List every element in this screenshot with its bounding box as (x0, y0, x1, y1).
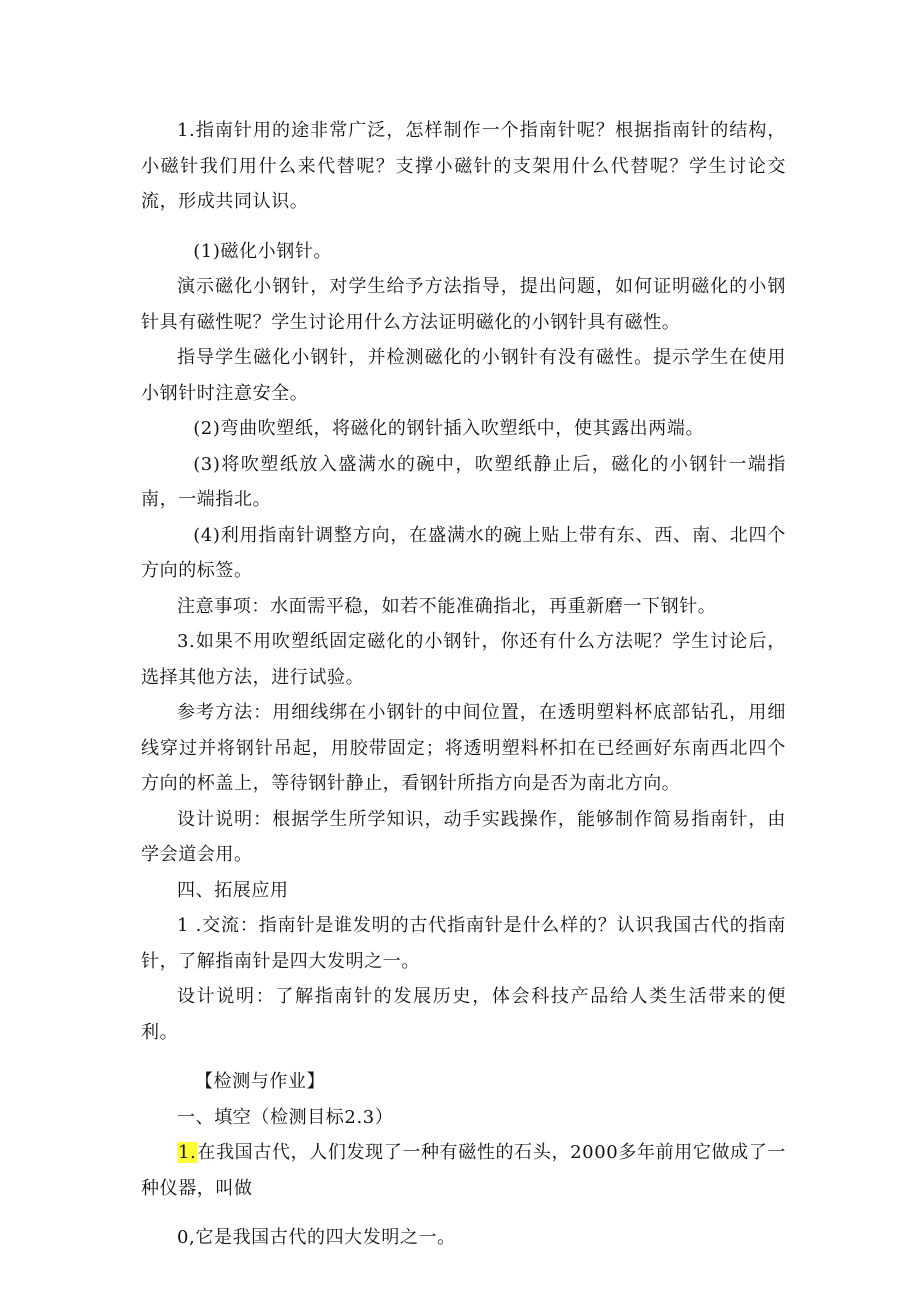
section-heading-homework: 【检测与作业】 (195, 1071, 326, 1092)
paragraph-question-1-continued: 0,它是我国古代的四大发明之一。 (177, 1227, 456, 1248)
section-heading-extension: 四、拓展应用 (177, 879, 289, 901)
highlighted-number: 1. (178, 1142, 197, 1163)
document-body (141, 113, 786, 1256)
paragraph-guide: 指导学生磁化小钢针，并检测磁化的小钢针有没有磁性。提示学生在使用小钢针时注意安全。 (141, 347, 786, 404)
paragraph-demo: 演示磁化小钢针，对学生给予方法指导，提出问题，如何证明磁化的小钢针具有磁性呢？学生讨论用什么方法证明磁化的小钢针具有磁性。 (141, 276, 786, 333)
paragraph-design-note-1: 设计说明：根据学生所学知识，动手实践操作，能够制作简易指南针，由学会道会用。 (141, 808, 786, 865)
question-1-text: 在我国古代，人们发现了一种有磁性的石头，2000多年前用它做成了一种仪器，叫做 (141, 1142, 786, 1199)
paragraph-step-2: (2)弯曲吹塑纸，将磁化的钢针插入吹塑纸中，使其露出两端。 (193, 418, 705, 439)
paragraph-question-1 (141, 1135, 786, 1206)
paragraph-step-1: (1)磁化小钢针。 (193, 240, 333, 262)
paragraph-step-4: (4)利用指南针调整方向，在盛满水的碗上贴上带有东、西、南、北四个方向的标签。 (141, 524, 786, 581)
paragraph-reference-method: 参考方法：用细线绑在小钢针的中间位置，在透明塑料杯底部钻孔，用细线穿过并将钢针吊起，用胶带固定；将透明塑料杯扣在已经画好东南西北四个方向的杯盖上，等待钢针静止，看钢针所指方向是否为南北方向。 (141, 702, 786, 794)
paragraph-step-3: (3)将吹塑纸放入盛满水的碗中，吹塑纸静止后，磁化的小钢针一端指南，一端指北。 (141, 453, 786, 510)
paragraph-question-3: 3.如果不用吹塑纸固定磁化的小钢针，你还有什么方法呢？学生讨论后，选择其他方法，进行试验。 (141, 631, 786, 688)
paragraph-design-note-2: 设计说明：了解指南针的发展历史，体会科技产品给人类生活带来的便利。 (141, 986, 786, 1043)
section-heading-fill-blank: 一、填空（检测目标2.3） (177, 1106, 394, 1128)
paragraph-notes: 注意事项：水面需平稳，如若不能准确指北，再重新磨一下钢针。 (177, 595, 717, 617)
paragraph-intro: 1.指南针用的途非常广泛，怎样制作一个指南针呢？根据指南针的结构，小磁针我们用什么来代替呢？支撑小磁针的支架用什么代替呢？学生讨论交流，形成共同认识。 (141, 120, 786, 212)
paragraph-exchange: 1 .交流：指南针是谁发明的古代指南针是什么样的？认识我国古代的指南针，了解指南针是四大发明之一。 (141, 915, 786, 972)
